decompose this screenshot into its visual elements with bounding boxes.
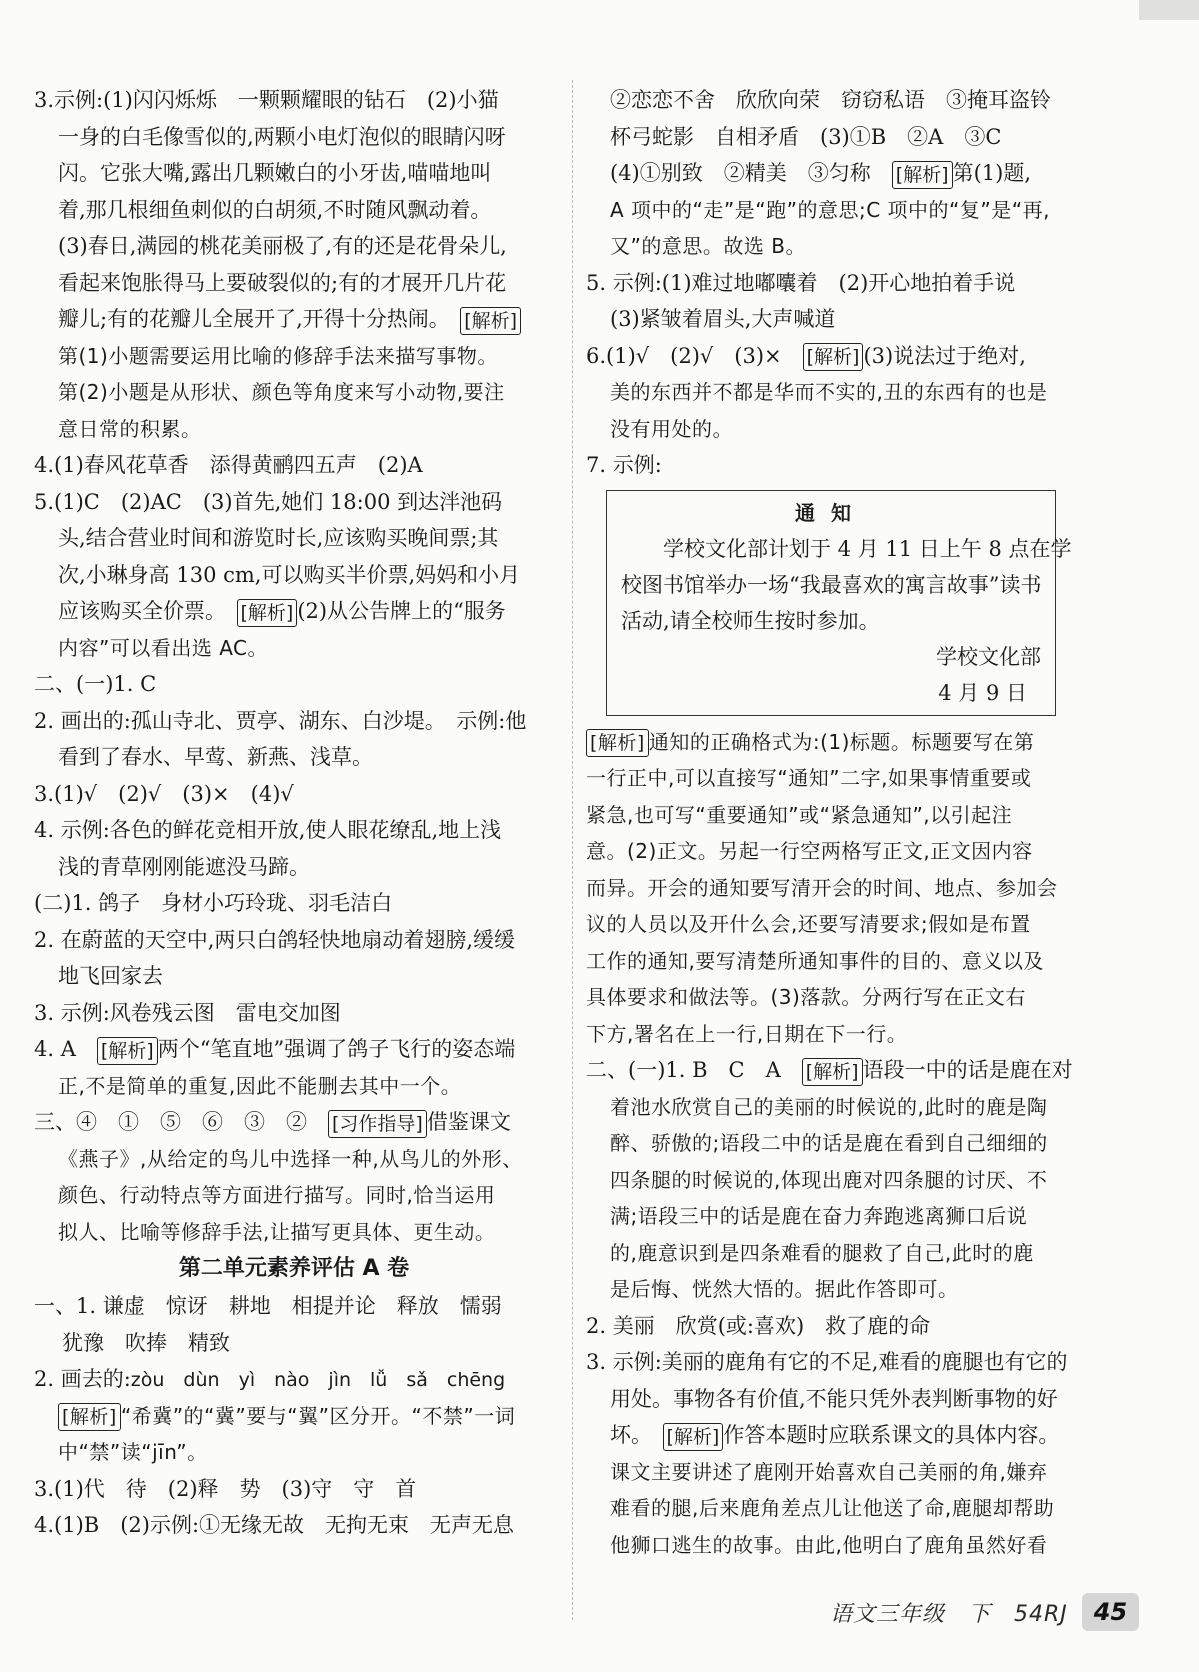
explanation-line: 具体要求和做法等。(3)落款。分两行写在正文右 (586, 985, 1026, 1009)
explanation-line: 意。(2)正文。另起一行空两格写正文,正文因内容 (586, 839, 1033, 863)
answer-line: 浅的青草刚刚能遮没马蹄。 (58, 854, 310, 879)
answer-line (586, 1052, 1126, 1089)
answer-text: 4. A (34, 1037, 76, 1061)
page-footer (830, 1592, 1139, 1632)
writing-guide-tag: [习作指导] (328, 1110, 427, 1138)
explanation-line: 难看的腿,后来鹿角差点儿让他送了命,鹿腿却帮助 (610, 1496, 1055, 1520)
jiexi-tag: [解析] (97, 1037, 158, 1065)
answer-line: (3)春日,满园的桃花美丽极了,有的还是花骨朵儿, (58, 234, 507, 258)
answer-line: 7. 示例: (586, 453, 662, 477)
jiexi-tag: [解析] (586, 729, 649, 757)
explanation-line: 的,鹿意识到是四条难看的腿救了自己,此时的鹿 (610, 1240, 1034, 1265)
answer-line (34, 301, 554, 338)
answer-line: 头,结合营业时间和游览时长,应该购买晚间票;其 (58, 526, 499, 550)
book-label: 语文三年级 下 54RJ (830, 1601, 1068, 1627)
answer-line: 3.(1)代 待 (2)释 势 (3)守 守 首 (34, 1476, 417, 1501)
answer-line: 3. 示例:风卷残云图 雷电交加图 (34, 1000, 341, 1025)
jiexi-tag: [解析] (460, 307, 521, 335)
answer-line (586, 338, 1126, 375)
explanation-line: 而异。开会的通知要写清开会的时间、地点、参加会 (586, 875, 1058, 900)
explanation-line: 第(1)小题需要运用比喻的修辞手法来描写事物。 (58, 343, 498, 368)
explanation-line: 议的人员以及开什么会,还要写清要求;假如是布置 (586, 912, 1031, 936)
explanation-text: 两个“笔直地”强调了鸽子飞行的姿态端 (157, 1037, 516, 1061)
answer-line: 2. 在蔚蓝的天空中,两只白鸽轻快地扇动着翅膀,缓缓 (34, 927, 516, 952)
answer-line: 杯弓蛇影 自相矛盾 (3)①B ②A ③C (610, 124, 1002, 149)
answer-line (586, 155, 1126, 192)
explanation-text: 第(1)题, (952, 161, 1031, 185)
notice-date: 4 月 9 日 (938, 680, 1027, 705)
answer-line (586, 1417, 1126, 1454)
explanation-line: 《燕子》,从给定的鸟儿中选择一种,从鸟儿的外形、 (58, 1146, 523, 1171)
answer-line: 一、1. 谦虚 惊讶 耕地 相提并论 释放 懦弱 (34, 1294, 502, 1318)
explanation-line: 一行正中,可以直接写“通知”二字,如果事情重要或 (586, 766, 1032, 790)
answer-line: 5. 示例:(1)难过地嘟囔着 (2)开心地拍着手说 (586, 270, 1016, 295)
answer-line: 次,小琳身高 130 cm,可以购买半价票,妈妈和小月 (58, 562, 521, 587)
answer-line: 犹豫 吹捧 精致 (62, 1330, 230, 1355)
answer-text: 应该购买全价票。 (58, 599, 216, 623)
explanation-line: 意日常的积累。 (58, 416, 202, 441)
explanation-line: 是后悔、恍然大悟的。据此作答即可。 (610, 1277, 959, 1301)
explanation-text: 通知的正确格式为:(1)标题。标题要写在第 (648, 729, 1035, 754)
answer-line: 看到了春水、早莺、新燕、浅草。 (58, 745, 373, 769)
answer-text: 三、④ ① ⑤ ⑥ ③ ② (34, 1110, 307, 1134)
answer-line: 4.(1)B (2)示例:①无缘无故 无拘无束 无声无息 (34, 1513, 515, 1537)
notice-box (606, 490, 1072, 716)
answer-line: 2. 美丽 欣赏(或:喜欢) 救了鹿的命 (586, 1313, 931, 1338)
jiexi-tag: [解析] (892, 161, 953, 189)
jiexi-tag: [解析] (237, 599, 298, 627)
explanation-line: 紧急,也可写“重要通知”或“紧急通知”,以引起注 (586, 802, 1013, 827)
answer-line: 看起来饱胀得马上要破裂似的;有的才展开几片花 (58, 270, 507, 295)
right-column (586, 82, 1126, 1563)
explanation-text: 作答本题时应联系课文的具体内容。 (723, 1423, 1060, 1447)
left-column (34, 82, 554, 1544)
answer-line: 4.(1)春风花草香 添得黄鹂四五声 (2)A (34, 453, 423, 477)
answer-line: (二)1. 鸽子 身材小巧玲珑、羽毛洁白 (34, 891, 393, 915)
answer-line: (3)紧皱着眉头,大声喊道 (610, 307, 836, 331)
notice-body-line: 学校文化部计划于 4 月 11 日上午 8 点在学 (663, 536, 1072, 561)
explanation-line: 内容”可以看出选 AC。 (58, 635, 269, 660)
explanation-text: “希冀”的“冀”要与“翼”区分开。“不禁”一词 (120, 1403, 516, 1428)
answer-text: 2. 画去的: (34, 1367, 131, 1391)
answer-line: 着,那几根细鱼刺似的白胡须,不时随风飘动着。 (58, 197, 492, 222)
answer-line: 4. 示例:各色的鲜花竞相开放,使人眼花缭乱,地上浅 (34, 818, 502, 842)
explanation-line: 没有用处的。 (610, 416, 733, 441)
explanation-line: 醉、骄傲的;语段二中的话是鹿在看到自己细细的 (610, 1131, 1048, 1155)
explanation-text: 语段一中的话是鹿在对 (862, 1058, 1073, 1082)
explanation-line: 颜色、行动特点等方面进行描写。同时,恰当运用 (58, 1183, 496, 1207)
explanation-line: 四条腿的时候说的,体现出鹿对四条腿的讨厌、不 (610, 1167, 1048, 1192)
answer-line: 用处。事物各有价值,不能只凭外表判断事物的好 (610, 1386, 1058, 1411)
answer-line: ②恋恋不舍 欣欣向荣 窃窃私语 ③掩耳盗铃 (610, 88, 1051, 112)
unit-title: 第二单元素养评估 A 卷 (178, 1256, 410, 1281)
explanation-line: 满;语段三中的话是鹿在奋力奔跑逃离狮口后说 (610, 1204, 1028, 1228)
explanation-line: 第(2)小题是从形状、颜色等角度来写小动物,要注 (58, 380, 505, 404)
page-corner-shadow (1139, 0, 1199, 20)
notice-body-line: 校图书馆举办一场“我最喜欢的寓言故事”读书 (621, 572, 1042, 597)
answer-line: 5.(1)C (2)AC (3)首先,她们 18:00 到达泮池码 (34, 489, 503, 514)
notice-title: 通知 (795, 500, 867, 525)
explanation-line: 着池水欣赏自己的美丽的时候说的,此时的鹿是陶 (610, 1094, 1048, 1119)
answer-line (34, 593, 554, 630)
explanation-line: 下方,署名在上一行,日期在下一行。 (586, 1021, 908, 1046)
answer-line: 一身的白毛像雪似的,两颗小电灯泡似的眼睛闪呀 (58, 124, 506, 149)
explanation-line (586, 724, 1126, 761)
answer-text: 坏。 (610, 1423, 642, 1447)
notice-body-line: 活动,请全校师生按时参加。 (621, 608, 880, 633)
column-divider (572, 80, 573, 1620)
explanation-line: 课文主要讲述了鹿刚开始喜欢自己美丽的角,嫌弃 (610, 1459, 1048, 1484)
explanation-line: 又”的意思。故选 B。 (610, 234, 806, 258)
answer-line (34, 1104, 554, 1141)
notice-signature: 学校文化部 (936, 644, 1041, 669)
explanation-line: 美的东西并不都是华而不实的,丑的东西有的也是 (610, 380, 1048, 404)
answer-line: 3.(1)√ (2)√ (3)× (4)√ (34, 781, 294, 806)
answer-line: 闪。它张大嘴,露出几颗嫩白的小牙齿,喵喵地叫 (58, 161, 492, 185)
explanation-line: 中“禁”读“jīn”。 (58, 1440, 208, 1464)
explanation-text: 借鉴课文 (426, 1110, 511, 1134)
jiexi-tag: [解析] (663, 1423, 724, 1451)
explanation-line: 他狮口逃生的故事。由此,他明白了鹿角虽然好看 (610, 1532, 1048, 1557)
explanation-line: 正,不是简单的重复,因此不能删去其中一个。 (58, 1073, 462, 1098)
answer-line: 3. 示例:美丽的鹿角有它的不足,难看的鹿腿也有它的 (586, 1350, 1068, 1374)
answer-line: 二、(一)1. C (34, 672, 157, 696)
answer-text: 6.(1)√ (2)√ (3)× (586, 343, 782, 368)
explanation-text: (2)从公告牌上的“服务 (297, 599, 506, 623)
answer-line (34, 1031, 554, 1068)
answer-text: (4)①别致 ②精美 ③匀称 (610, 161, 871, 185)
answer-line: 3.示例:(1)闪闪烁烁 一颗颗耀眼的钻石 (2)小猫 (34, 88, 499, 112)
jiexi-tag: [解析] (802, 1058, 863, 1086)
jiexi-tag: [解析] (803, 343, 864, 371)
explanation-line: A 项中的“走”是“跑”的意思;C 项中的“复”是“再, (610, 197, 1050, 222)
explanation-line: 工作的通知,要写清楚所通知事件的目的、意义以及 (586, 948, 1044, 973)
answer-line: 地飞回家去 (58, 964, 163, 988)
answer-line: 2. 画出的:孤山寺北、贾亭、湖东、白沙堤。 示例:他 (34, 708, 527, 733)
answer-line (34, 1361, 554, 1398)
answer-text: 瓣儿;有的花瓣儿全展开了,开得十分热闹。 (58, 307, 440, 331)
explanation-text: (3)说法过于绝对, (863, 343, 1026, 368)
jiexi-tag: [解析] (58, 1403, 121, 1431)
answer-text: 二、(一)1. B C A (586, 1058, 781, 1082)
explanation-line: 拟人、比喻等修辞手法,让描写更具体、更生动。 (58, 1219, 496, 1244)
page-number: 45 (1082, 1593, 1139, 1631)
pinyin-text: zòu dùn yì nào jìn lǚ sǎ chēng (130, 1369, 506, 1391)
explanation-line (34, 1398, 554, 1435)
